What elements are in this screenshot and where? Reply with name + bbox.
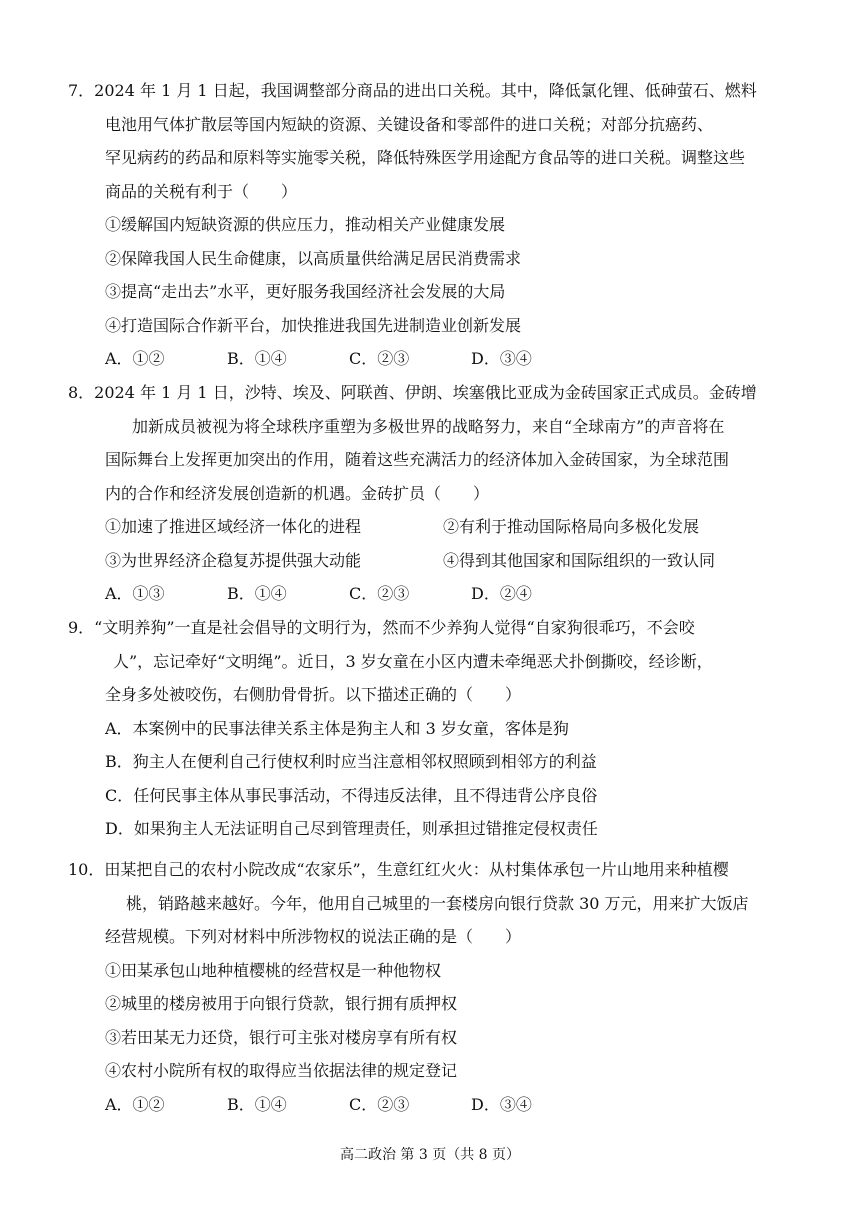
choice-c: C．②③	[349, 584, 410, 603]
question-8-stem-line: 8．2024 年 1 月 1 日，沙特、埃及、阿联酋、伊朗、埃塞俄比亚成为金砖国家正式成员。金砖增	[68, 383, 757, 402]
question-10	[68, 853, 798, 1121]
question-7-stem-line: 商品的关税有利于（ ）	[105, 181, 298, 201]
choice-d: D．③④	[471, 1094, 532, 1114]
question-9-option: A．本案例中的民事法律关系主体是狗主人和 3 岁女童，客体是狗	[105, 718, 569, 738]
question-7-statement: ①缓解国内短缺资源的供应压力，推动相关产业健康发展	[105, 215, 506, 234]
question-10-stem-line: 经营规模。下列对材料中所涉物权的说法正确的是（ ）	[105, 927, 522, 946]
choice-c: C．②③	[349, 349, 410, 368]
question-8-stem-line: 加新成员被视为将全球秩序重塑为多极世界的战略努力，来自“全球南方”的声音将在	[132, 416, 725, 436]
question-9-option: D．如果狗主人无法证明自己尽到管理责任，则承担过错推定侵权责任	[105, 819, 598, 838]
choice-b: B．①④	[227, 349, 287, 368]
choice-b: B．①④	[227, 584, 287, 603]
choice-d: D．③④	[471, 349, 532, 368]
question-10-statement: ③若田某无力还贷，银行可主张对楼房享有所有权	[105, 1027, 458, 1047]
question-10-statement: ④农村小院所有权的取得应当依据法律的规定登记	[105, 1061, 458, 1080]
question-7	[68, 74, 798, 376]
question-10-choices	[68, 1088, 798, 1122]
question-9-stem-line: 9．“文明养狗”一直是社会倡导的文明行为，然而不少养狗人觉得“自家狗很乖巧，不会咬	[68, 618, 695, 637]
question-7-choices	[68, 342, 798, 376]
question-10-statement: ②城里的楼房被用于向银行贷款，银行拥有质押权	[105, 994, 458, 1013]
question-8	[68, 376, 798, 611]
question-8-stem-line: 内的合作和经济发展创造新的机遇。金砖扩员（ ）	[105, 483, 490, 503]
question-9	[68, 611, 798, 846]
question-7-statement: ②保障我国人民生命健康，以高质量供给满足居民消费需求	[105, 248, 522, 268]
question-10-stem-line: 10．田某把自己的农村小院改成“农家乐”，生意红红火火：从村集体承包一片山地用来种植樱	[68, 860, 729, 879]
choice-b: B．①④	[227, 1094, 287, 1114]
question-8-choices	[68, 577, 798, 611]
choice-a: A．①②	[105, 349, 165, 368]
choice-a: A．①②	[105, 1094, 165, 1114]
question-8-stem-line: 国际舞台上发挥更加突出的作用，随着这些充满活力的经济体加入金砖国家，为全球范围	[105, 450, 730, 469]
question-9-option: C．任何民事主体从事民事活动，不得违反法律，且不得违背公序良俗	[105, 785, 598, 805]
question-10-stem-line: 桃，销路越来越好。今年，他用自己城里的一套楼房向银行贷款 30 万元，用来扩大饭店	[126, 893, 749, 913]
question-9-option: B．狗主人在便利自己行使权利时应当注意相邻权照顾到相邻方的利益	[105, 752, 597, 771]
question-9-stem-line: 人”，忘记牵好“文明绳”。近日，3 岁女童在小区内遭未牵绳恶犬扑倒撕咬，经诊断，	[113, 651, 713, 671]
choice-d: D．②④	[471, 584, 532, 603]
question-8-statement: ④得到其他国家和国际组织的一致认同	[443, 550, 716, 570]
page-footer: 高二政治 第 3 页（共 8 页）	[339, 1147, 521, 1163]
question-7-stem-line: 罕见病药的药品和原料等实施零关税，降低特殊医学用途配方食品等的进口关税。调整这些	[105, 148, 746, 167]
question-8-statement-row	[68, 510, 798, 544]
question-8-statement: ②有利于推动国际格局向多极化发展	[443, 517, 700, 536]
choice-c: C．②③	[349, 1094, 410, 1114]
question-9-stem-line: 全身多处被咬伤，右侧肋骨骨折。以下描述正确的（ ）	[105, 685, 522, 704]
question-8-statement: ①加速了推进区域经济一体化的进程	[105, 517, 362, 536]
choice-a: A．①③	[105, 584, 165, 603]
question-7-stem-line: 电池用气体扩散层等国内短缺的资源、关键设备和零部件的进口关税；对部分抗癌药、	[105, 114, 714, 134]
question-7-stem-line: 7．2024 年 1 月 1 日起，我国调整部分商品的进出口关税。其中，降低氯化锂、低砷萤石、燃料	[68, 81, 757, 100]
question-8-statement: ③为世界经济企稳复苏提供强大动能	[105, 550, 362, 570]
question-7-statement: ③提高“走出去”水平，更好服务我国经济社会发展的大局	[105, 282, 506, 301]
question-10-statement: ①田某承包山地种植樱桃的经营权是一种他物权	[105, 960, 442, 980]
question-7-statement: ④打造国际合作新平台，加快推进我国先进制造业创新发展	[105, 315, 522, 335]
question-8-statement-row	[68, 544, 798, 578]
